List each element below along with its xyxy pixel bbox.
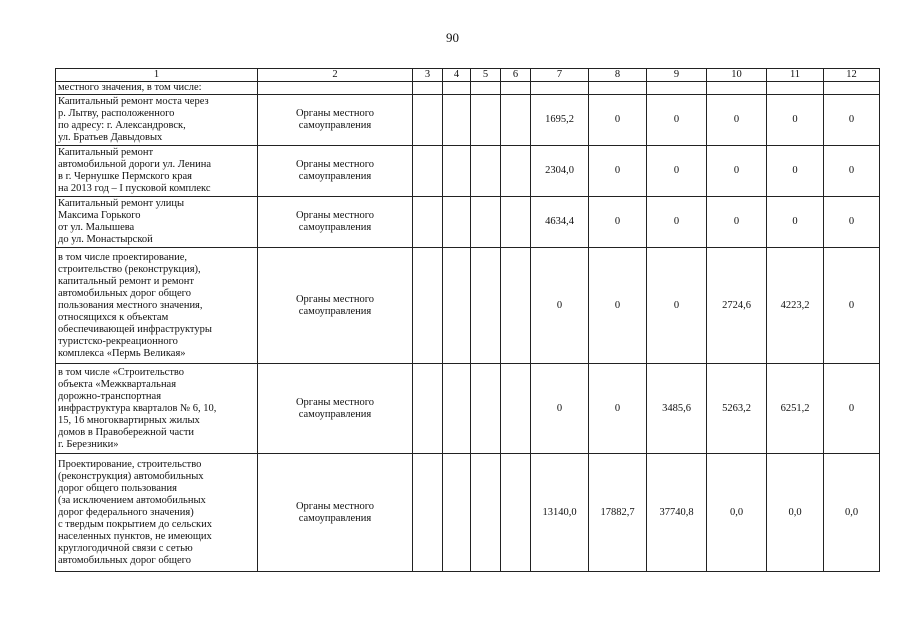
column-number-10: 10 [707, 69, 767, 82]
table-row [56, 82, 880, 95]
value-cell-col-4 [443, 454, 471, 572]
table-row [56, 454, 880, 572]
responsible-body-cell [258, 82, 413, 95]
column-number-3: 3 [413, 69, 443, 82]
value-cell-col-6 [501, 82, 531, 95]
page-number: 90 [446, 30, 459, 45]
activity-name-cell: Капитальный ремонт моста через р. Лытву, расположенного по адресу: г. Александровск, ул. Братьев Давыдовых [56, 95, 258, 146]
value-cell-col-3 [413, 454, 443, 572]
value-cell-col-7: 1695,2 [531, 95, 589, 146]
value-cell-col-5 [471, 146, 501, 197]
value-cell-col-4 [443, 95, 471, 146]
value-cell-col-10: 0 [707, 146, 767, 197]
activity-name-cell: в том числе проектирование, строительство (реконструкция), капитальный ремонт и ремонт автомобильных дорог общего пользования местного значения, относящихся к объектам обеспечивающей инфраструктуры туристско-рекреационного комплекса «Пермь Великая» [56, 248, 258, 364]
value-cell-col-12: 0,0 [824, 454, 880, 572]
value-cell-col-8: 0 [589, 197, 647, 248]
value-cell-col-3 [413, 248, 443, 364]
responsible-body-cell: Органы местного самоуправления [258, 146, 413, 197]
value-cell-col-8: 0 [589, 248, 647, 364]
table-row [56, 248, 880, 364]
program-table [55, 68, 880, 572]
activity-name-cell: местного значения, в том числе: [56, 82, 258, 95]
value-cell-col-10: 2724,6 [707, 248, 767, 364]
value-cell-col-4 [443, 364, 471, 454]
value-cell-col-4 [443, 197, 471, 248]
value-cell-col-10 [707, 82, 767, 95]
value-cell-col-5 [471, 454, 501, 572]
responsible-body-cell: Органы местного самоуправления [258, 197, 413, 248]
value-cell-col-5 [471, 364, 501, 454]
column-number-header-row [56, 69, 880, 82]
value-cell-col-11: 0 [767, 95, 824, 146]
value-cell-col-5 [471, 82, 501, 95]
value-cell-col-11: 0 [767, 146, 824, 197]
value-cell-col-6 [501, 454, 531, 572]
value-cell-col-9: 0 [647, 197, 707, 248]
value-cell-col-3 [413, 146, 443, 197]
value-cell-col-9: 37740,8 [647, 454, 707, 572]
value-cell-col-7: 0 [531, 248, 589, 364]
column-number-4: 4 [443, 69, 471, 82]
column-number-8: 8 [589, 69, 647, 82]
value-cell-col-11 [767, 82, 824, 95]
value-cell-col-11: 0 [767, 197, 824, 248]
column-number-7: 7 [531, 69, 589, 82]
value-cell-col-10: 5263,2 [707, 364, 767, 454]
value-cell-col-6 [501, 95, 531, 146]
table-row [56, 95, 880, 146]
value-cell-col-7: 0 [531, 364, 589, 454]
value-cell-col-4 [443, 248, 471, 364]
value-cell-col-7 [531, 82, 589, 95]
value-cell-col-8 [589, 82, 647, 95]
responsible-body-cell: Органы местного самоуправления [258, 95, 413, 146]
value-cell-col-3 [413, 364, 443, 454]
column-number-6: 6 [501, 69, 531, 82]
table-row [56, 197, 880, 248]
value-cell-col-8: 0 [589, 95, 647, 146]
value-cell-col-7: 13140,0 [531, 454, 589, 572]
value-cell-col-9: 0 [647, 146, 707, 197]
column-number-12: 12 [824, 69, 880, 82]
value-cell-col-3 [413, 82, 443, 95]
value-cell-col-10: 0,0 [707, 454, 767, 572]
value-cell-col-5 [471, 95, 501, 146]
value-cell-col-9: 0 [647, 95, 707, 146]
value-cell-col-8: 17882,7 [589, 454, 647, 572]
value-cell-col-9: 3485,6 [647, 364, 707, 454]
value-cell-col-12: 0 [824, 146, 880, 197]
value-cell-col-12: 0 [824, 364, 880, 454]
responsible-body-cell: Органы местного самоуправления [258, 364, 413, 454]
value-cell-col-8: 0 [589, 146, 647, 197]
value-cell-col-11: 6251,2 [767, 364, 824, 454]
value-cell-col-8: 0 [589, 364, 647, 454]
column-number-9: 9 [647, 69, 707, 82]
value-cell-col-12: 0 [824, 248, 880, 364]
value-cell-col-5 [471, 248, 501, 364]
value-cell-col-12: 0 [824, 95, 880, 146]
column-number-1: 1 [56, 69, 258, 82]
column-number-2: 2 [258, 69, 413, 82]
value-cell-col-9: 0 [647, 248, 707, 364]
value-cell-col-7: 4634,4 [531, 197, 589, 248]
value-cell-col-9 [647, 82, 707, 95]
value-cell-col-4 [443, 82, 471, 95]
activity-name-cell: Капитальный ремонт улицы Максима Горького от ул. Малышева до ул. Монастырской [56, 197, 258, 248]
value-cell-col-12: 0 [824, 197, 880, 248]
value-cell-col-5 [471, 197, 501, 248]
value-cell-col-10: 0 [707, 197, 767, 248]
activity-name-cell: Капитальный ремонт автомобильной дороги ул. Ленина в г. Чернушке Пермского края на 2013 год – I пусковой комплекс [56, 146, 258, 197]
activity-name-cell: Проектирование, строительство (реконструкция) автомобильных дорог общего пользования (за исключением автомобильных дорог федерального значения) с твердым покрытием до сельских населенных пунктов, не имеющих круглогодичной связи с сетью автомобильных дорог общего [56, 454, 258, 572]
responsible-body-cell: Органы местного самоуправления [258, 248, 413, 364]
activity-name-cell: в том числе «Строительство объекта «Межквартальная дорожно-транспортная инфраструктура кварталов № 6, 10, 15, 16 многоквартирных жилых домов в Правобережной части г. Березники» [56, 364, 258, 454]
value-cell-col-10: 0 [707, 95, 767, 146]
value-cell-col-4 [443, 146, 471, 197]
value-cell-col-11: 0,0 [767, 454, 824, 572]
value-cell-col-11: 4223,2 [767, 248, 824, 364]
value-cell-col-7: 2304,0 [531, 146, 589, 197]
value-cell-col-6 [501, 248, 531, 364]
value-cell-col-6 [501, 197, 531, 248]
value-cell-col-3 [413, 95, 443, 146]
value-cell-col-6 [501, 364, 531, 454]
responsible-body-cell: Органы местного самоуправления [258, 454, 413, 572]
table-row [56, 146, 880, 197]
value-cell-col-6 [501, 146, 531, 197]
column-number-5: 5 [471, 69, 501, 82]
table-row [56, 364, 880, 454]
column-number-11: 11 [767, 69, 824, 82]
value-cell-col-3 [413, 197, 443, 248]
value-cell-col-12 [824, 82, 880, 95]
